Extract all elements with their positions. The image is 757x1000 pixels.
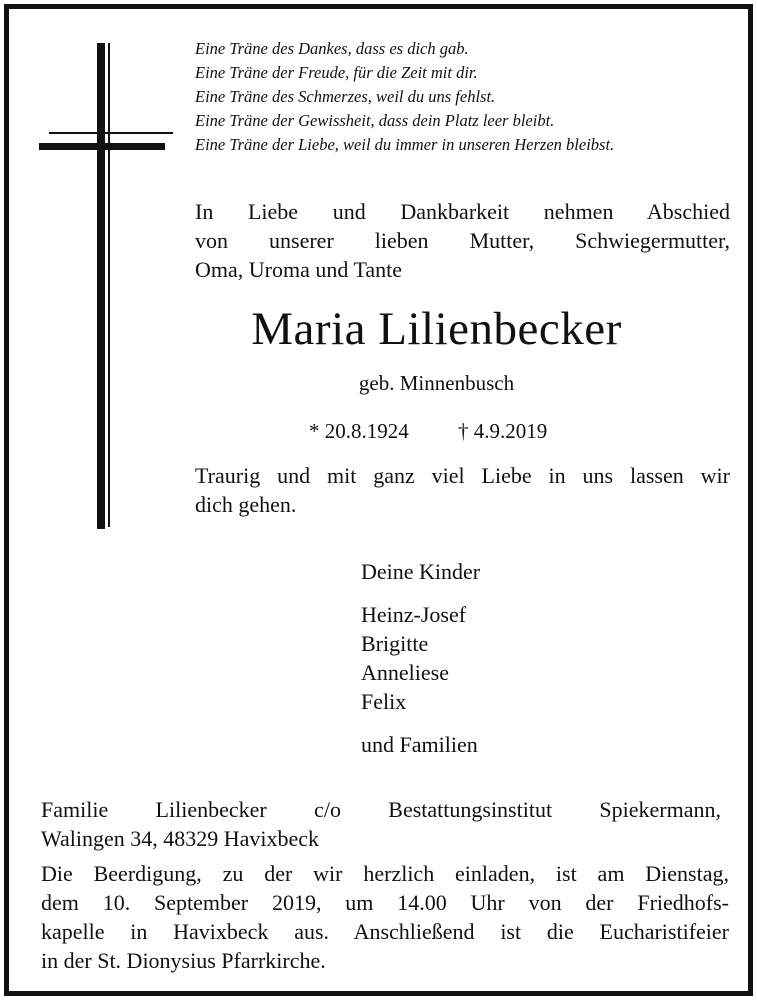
intro-line: In Liebe und Dankbarkeit nehmen Abschied <box>195 199 730 224</box>
funeral-line: Die Beerdigung, zu der wir herzlich einladen, ist am Dienstag, <box>41 861 729 886</box>
contact-address <box>41 795 721 853</box>
mourner-name: Anneliese <box>361 660 449 685</box>
mourner-name: Heinz-Josef <box>361 602 467 627</box>
poem-line: Eine Träne der Gewissheit, dass dein Platz leer bleibt. <box>195 111 555 130</box>
cross-vertical-line <box>108 43 110 527</box>
death-date: † 4.9.2019 <box>458 419 548 443</box>
mourners-list <box>361 600 480 716</box>
mourners-heading: Deine Kinder <box>361 559 481 584</box>
address-line: Familie Lilienbecker c/o Bestattungsinstitut Spiekermann, <box>41 797 721 822</box>
cross-horizontal-line <box>49 132 173 134</box>
mourner-name: Brigitte <box>361 631 429 656</box>
life-dates <box>309 417 547 445</box>
poem-line: Eine Träne des Dankes, dass es dich gab. <box>195 39 469 58</box>
funeral-line: kapelle in Havixbeck aus. Anschließend ist die Eucharistifeier <box>41 919 729 944</box>
intro-line: Oma, Uroma und Tante <box>195 257 403 282</box>
farewell-text <box>195 461 730 519</box>
funeral-details <box>41 859 729 975</box>
funeral-line: dem 10. September 2019, um 14.00 Uhr von der Friedhofs- <box>41 890 729 915</box>
poem-line: Eine Träne der Freude, für die Zeit mit dir. <box>195 63 478 82</box>
obituary-notice <box>4 4 753 996</box>
mourners-closing: und Familien <box>361 732 478 757</box>
funeral-line: in der St. Dionysius Pfarrkirche. <box>41 948 326 973</box>
farewell-line: Traurig und mit ganz viel Liebe in uns lassen wir <box>195 463 730 488</box>
maiden-name: geb. Minnenbusch <box>358 371 515 395</box>
intro-line: von unserer lieben Mutter, Schwiegermutter, <box>195 228 730 253</box>
deceased-name: Maria Lilienbecker <box>251 303 622 355</box>
intro-text <box>195 197 730 284</box>
mourners <box>361 557 480 759</box>
poem-line: Eine Träne des Schmerzes, weil du uns fehlst. <box>195 87 496 106</box>
mourner-name: Felix <box>361 689 407 714</box>
cross-horizontal-beam <box>39 143 165 150</box>
farewell-line: dich gehen. <box>195 492 297 517</box>
poem <box>195 37 735 157</box>
cross-vertical-beam <box>97 43 105 529</box>
birth-date: * 20.8.1924 <box>309 419 409 443</box>
poem-line: Eine Träne der Liebe, weil du immer in unseren Herzen bleibst. <box>195 135 615 154</box>
address-line: Walingen 34, 48329 Havixbeck <box>41 826 320 851</box>
